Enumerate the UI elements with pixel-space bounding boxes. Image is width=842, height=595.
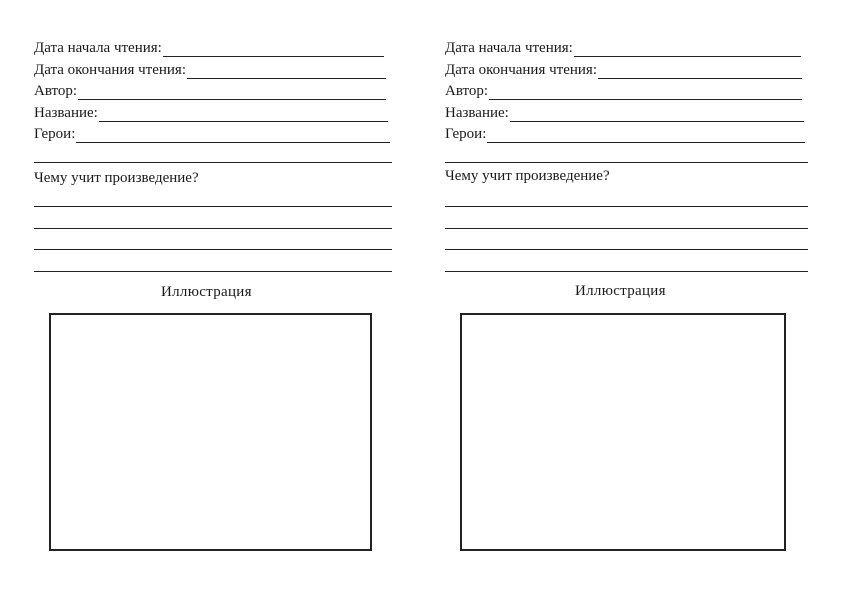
heroes-label: Герои: [445,126,487,142]
illustration-title: Иллюстрация [161,284,252,300]
reading-card-right [445,0,825,595]
heroes-extra-line[interactable] [445,162,808,163]
title-label: Название: [445,105,509,121]
heroes-line[interactable] [76,130,390,143]
illustration-box[interactable] [49,313,372,551]
end-date-field[interactable] [445,61,802,79]
author-field[interactable] [445,82,802,100]
heroes-line[interactable] [487,130,805,143]
author-line[interactable] [78,87,386,100]
start-date-label: Дата начала чтения: [445,40,573,56]
end-date-label: Дата окончания чтения: [34,62,186,78]
author-line[interactable] [489,87,802,100]
illustration-box[interactable] [460,313,786,551]
end-date-line[interactable] [598,66,802,79]
answer-line-4[interactable] [445,271,808,272]
author-label: Автор: [34,83,78,99]
end-date-field[interactable] [34,61,386,79]
author-label: Автор: [445,83,489,99]
title-line[interactable] [99,109,388,122]
title-line[interactable] [510,109,804,122]
answer-line-4[interactable] [34,271,392,272]
start-date-line[interactable] [574,44,801,57]
end-date-label: Дата окончания чтения: [445,62,597,78]
title-label: Название: [34,105,98,121]
lesson-question: Чему учит произведение? [445,168,610,184]
answer-line-2[interactable] [34,228,392,229]
heroes-field[interactable] [445,125,805,143]
start-date-field[interactable] [445,39,801,57]
heroes-label: Герои: [34,126,76,142]
heroes-field[interactable] [34,125,390,143]
lesson-question: Чему учит произведение? [34,170,199,186]
answer-line-1[interactable] [34,206,392,207]
start-date-label: Дата начала чтения: [34,40,162,56]
reading-card-left [34,0,414,595]
answer-line-1[interactable] [445,206,808,207]
author-field[interactable] [34,82,386,100]
answer-line-2[interactable] [445,228,808,229]
illustration-title: Иллюстрация [575,283,666,299]
start-date-line[interactable] [163,44,384,57]
title-field[interactable] [445,104,804,122]
end-date-line[interactable] [187,66,386,79]
start-date-field[interactable] [34,39,384,57]
answer-line-3[interactable] [34,249,392,250]
title-field[interactable] [34,104,388,122]
heroes-extra-line[interactable] [34,162,392,163]
answer-line-3[interactable] [445,249,808,250]
